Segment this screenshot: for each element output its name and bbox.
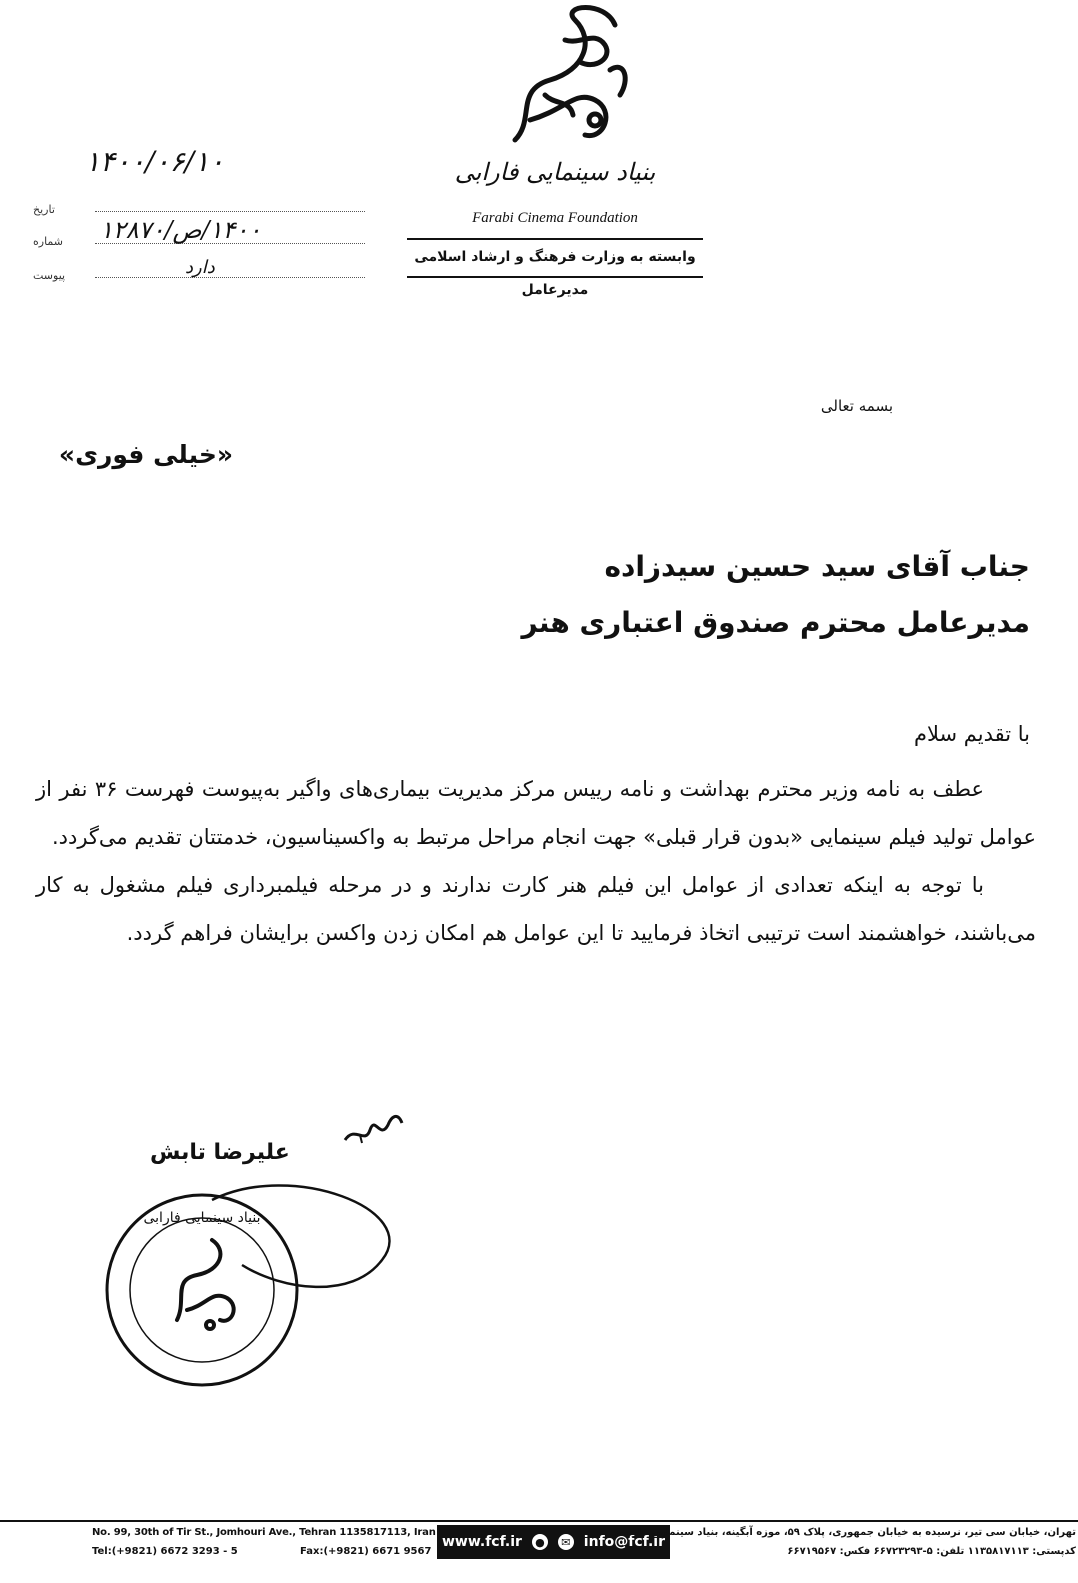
footer-fax-en: Fax:(+9821) 6671 9567 <box>300 1546 432 1557</box>
org-name: بنیاد سینمایی فارابی <box>454 158 656 186</box>
number-value: ۱۴۰۰/ص/۱۲۸۷۰ <box>100 216 262 244</box>
letter-heading: بسمه تعالی <box>820 397 893 415</box>
office-title: مدیرعامل <box>521 282 589 298</box>
footer-address-en: No. 99, 30th of Tir St., Jomhouri Ave., Tehran 1135817113, Iran <box>92 1527 436 1538</box>
date-label: تاریخ <box>33 203 55 216</box>
footer-contact-fa: کدپستی: ۱۱۳۵۸۱۷۱۱۳ تلفن: ۵-۶۶۷۲۳۲۹۳ فکس: ۶۶۷۱۹۵۶۷ <box>787 1546 1076 1557</box>
official-stamp-icon <box>92 1170 412 1400</box>
footer-phone-en: Tel:(+9821) 6672 3293 - 5 <box>92 1546 238 1557</box>
number-row <box>25 216 365 250</box>
greeting: با تقدیم سلام <box>913 722 1030 746</box>
attachment-label: پیوست <box>33 269 66 282</box>
letter-body <box>36 765 1036 957</box>
urgency-label: «خیلی فوری» <box>58 440 233 469</box>
date-row <box>25 145 365 184</box>
date-line <box>95 211 365 212</box>
globe-icon: ● <box>532 1534 548 1550</box>
attachment-row <box>25 250 365 284</box>
footer-email[interactable]: info@fcf.ir <box>583 1534 666 1550</box>
date-label-row <box>25 184 365 218</box>
footer <box>0 1520 1078 1583</box>
signer-name: علیرضا تابش <box>150 1140 290 1165</box>
email-icon: ✉ <box>558 1534 574 1550</box>
letter-meta <box>25 145 385 290</box>
signature-icon <box>340 1105 410 1155</box>
ministry-affiliation: وابسته به وزارت فرهنگ و ارشاد اسلامی <box>407 238 703 278</box>
stamp-text: بنیاد سینمایی فارابی <box>143 1210 261 1226</box>
addressee-title: مدیرعامل محترم صندوق اعتباری هنر <box>521 606 1030 639</box>
letterhead <box>395 0 715 310</box>
paragraph-2: با توجه به اینکه تعدادی از عوامل این فیلم هنر کارت ندارند و در مرحله فیلمبرداری فیلم مشغول به کار می‌باشند، خواهشمند است ترتیبی اتخاذ فرمایید تا این عوامل هم امکان زدن واکسن برایشان فراهم گردد. <box>36 873 1036 945</box>
attachment-value: دارد <box>185 257 215 278</box>
farabi-logo-icon <box>455 0 655 160</box>
addressee-name: جناب آقای سید حسین سیدزاده <box>604 550 1030 583</box>
footer-website[interactable]: www.fcf.ir <box>441 1534 522 1550</box>
footer-address-fa: تهران، خیابان سی تیر، نرسیده به خیابان جمهوری، پلاک ۵۹، موزه آبگینه، بنیاد سینمایی فارابی <box>614 1527 1076 1538</box>
date-value: ۱۴۰۰/۰۶/۱۰ <box>85 145 225 178</box>
attachment-line <box>95 277 365 278</box>
org-name-en: Farabi Cinema Foundation <box>472 210 638 226</box>
number-label: شماره <box>33 235 64 248</box>
paragraph-1: عطف به نامه وزیر محترم بهداشت و نامه رییس مرکز مدیریت بیماری‌های واگیر به‌پیوست فهرست ۳۶ نفر از عوامل تولید فیلم سینمایی «بدون قرار قبلی» جهت انجام مراحل مرتبط به واکسیناسیون، خدمتتان تقدیم می‌گردد. <box>36 777 1036 849</box>
